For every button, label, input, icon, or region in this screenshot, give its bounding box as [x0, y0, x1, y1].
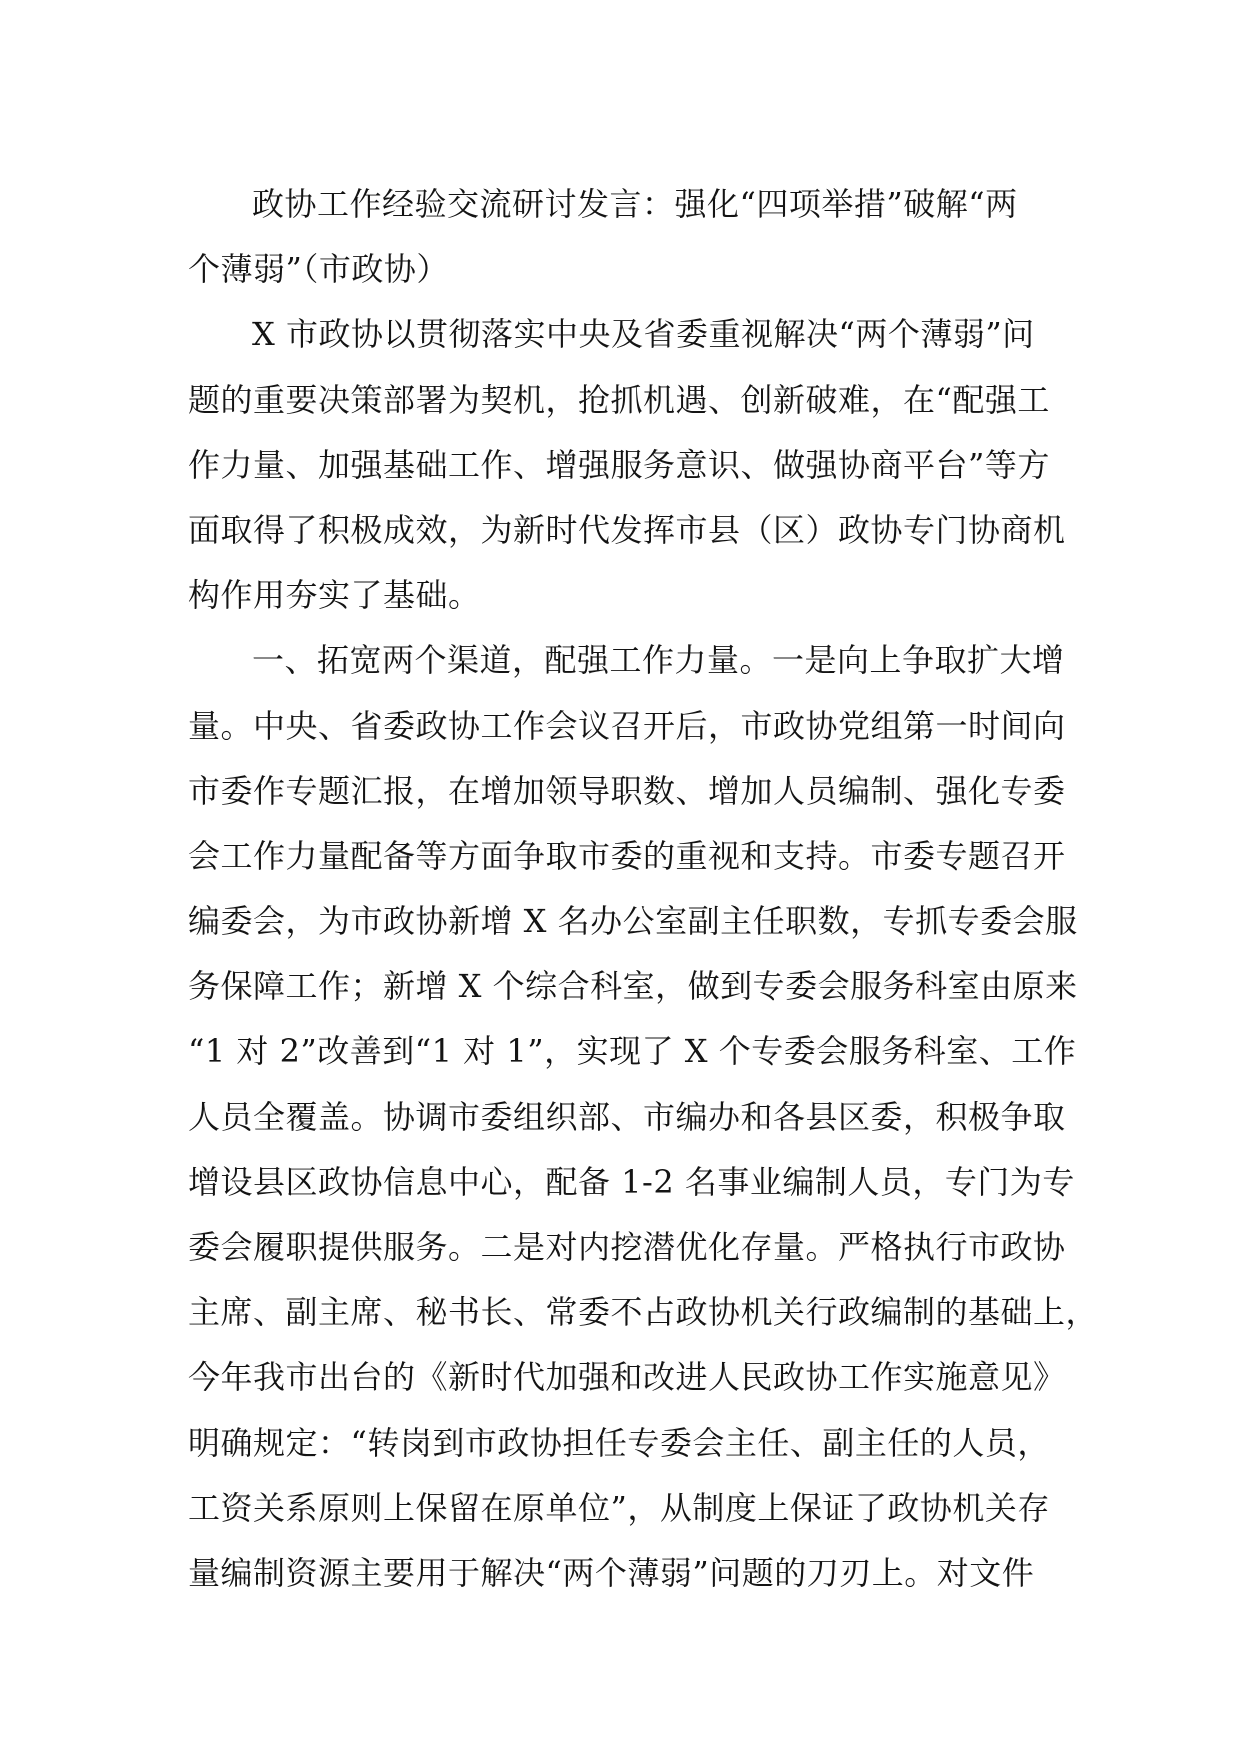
- text-line: 一、拓宽两个渠道，配强工作力量。一是向上争取扩大增: [252, 641, 1065, 680]
- text-line: 构作用夯实了基础。: [188, 576, 481, 615]
- title-line: 政协工作经验交流研讨发言：强化“四项举措”破解“两: [252, 185, 1018, 223]
- document-body: [188, 172, 1099, 1606]
- text-line: 面取得了积极成效，为新时代发挥市县（区）政协专门协商机: [188, 510, 1066, 549]
- text-line: 会工作力量配备等方面争取市委的重视和支持。市委专题召开: [188, 836, 1066, 875]
- paragraph-intro: [188, 302, 1068, 628]
- text-line: 人员全覆盖。协调市委组织部、市编办和各县区委，积极争取: [188, 1097, 1066, 1136]
- text-line: 务保障工作；新增 X 个综合科室，做到专委会服务科室由原来: [188, 967, 1078, 1006]
- text-line: 今年我市出台的《新时代加强和改进人民政协工作实施意见》: [188, 1358, 1066, 1397]
- text-line: 委会履职提供服务。二是对内挖潜优化存量。严格执行市政协: [188, 1228, 1066, 1266]
- text-line: 主席、副主席、秘书长、常委不占政协机关行政编制的基础上，: [188, 1293, 1099, 1332]
- text-line: 工资关系原则上保留在原单位”，从制度上保证了政协机关存: [188, 1488, 1050, 1527]
- text-line: 明确规定：“转岗到市政协担任专委会主任、副主任的人员，: [188, 1423, 1050, 1462]
- text-line: 市委作专题汇报，在增加领导职数、增加人员编制、强化专委: [188, 771, 1066, 810]
- document-title: [188, 172, 1068, 302]
- text-line: 量编制资源主要用于解决“两个薄弱”问题的刀刃上。对文件: [188, 1553, 1035, 1592]
- text-line: 编委会，为市政协新增 X 名办公室副主任职数，专抓专委会服: [188, 902, 1078, 941]
- text-line: “1 对 2”改善到“1 对 1”，实现了 X 个专委会服务科室、工作: [188, 1032, 1077, 1071]
- title-line: 个薄弱”（市政协）: [188, 250, 449, 289]
- text-line: 作力量、加强基础工作、增强服务意识、做强协商平台”等方: [188, 445, 1050, 484]
- text-line: X 市政协以贯彻落实中央及省委重视解决“两个薄弱”问: [252, 315, 1035, 354]
- text-line: 量。中央、省委政协工作会议召开后，市政协党组第一时间向: [188, 706, 1066, 745]
- paragraph-section-one: [188, 628, 1099, 1606]
- text-line: 题的重要决策部署为契机，抢抓机遇、创新破难，在“配强工: [188, 380, 1050, 419]
- text-line: 增设县区政协信息中心，配备 1-2 名事业编制人员，专门为专: [188, 1162, 1075, 1201]
